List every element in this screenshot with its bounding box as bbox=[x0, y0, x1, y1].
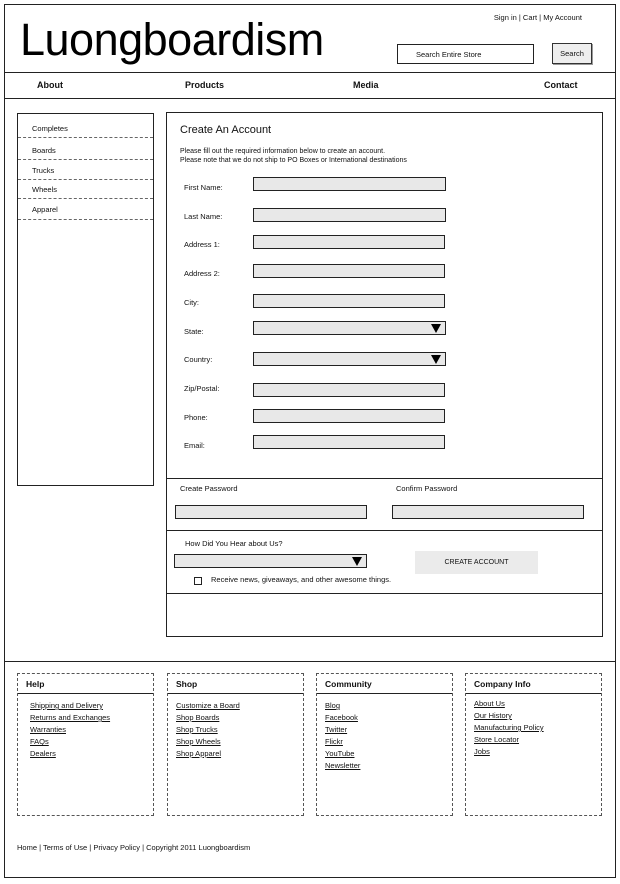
nav-products[interactable]: Products bbox=[185, 80, 225, 90]
newsletter-label: Receive news, giveaways, and other awesome things. bbox=[211, 575, 392, 584]
country-label: Country: bbox=[184, 355, 213, 364]
footer-link[interactable]: Shop Trucks bbox=[176, 725, 218, 734]
footer-link[interactable]: Shipping and Delivery bbox=[30, 701, 103, 710]
create-password-label: Create Password bbox=[180, 484, 238, 493]
footer-link[interactable]: About Us bbox=[474, 699, 505, 708]
footer-link[interactable]: Dealers bbox=[30, 749, 56, 758]
site-logo[interactable]: Luongboardism bbox=[20, 14, 324, 65]
sidebar-item-boards[interactable]: Boards bbox=[18, 142, 153, 160]
footer-link[interactable]: Facebook bbox=[325, 713, 358, 722]
footer-link[interactable]: Our History bbox=[474, 711, 512, 720]
last-name-label: Last Name: bbox=[184, 212, 223, 221]
phone-field[interactable] bbox=[253, 409, 445, 423]
terms-link[interactable]: Terms of Use bbox=[43, 843, 88, 852]
footer-bottom-bar: Home | Terms of Use | Privacy Policy | Copyright 2011 Luongboardism bbox=[17, 843, 251, 852]
state-select[interactable] bbox=[253, 321, 446, 335]
footer-link[interactable]: Returns and Exchanges bbox=[30, 713, 111, 722]
cart-link[interactable]: Cart bbox=[522, 13, 538, 22]
address2-label: Address 2: bbox=[184, 269, 220, 278]
my-account-link[interactable]: My Account bbox=[543, 13, 582, 22]
privacy-link[interactable]: Privacy Policy bbox=[93, 843, 140, 852]
first-name-field[interactable] bbox=[253, 177, 446, 191]
footer-heading: Community bbox=[317, 674, 452, 694]
footer-link[interactable]: Flickr bbox=[325, 737, 343, 746]
address1-label: Address 1: bbox=[184, 240, 220, 249]
newsletter-checkbox[interactable] bbox=[194, 577, 202, 585]
zip-label: Zip/Postal: bbox=[184, 384, 220, 393]
footer-heading: Help bbox=[18, 674, 153, 694]
sidebar-item-apparel[interactable]: Apparel bbox=[18, 199, 153, 220]
footer-link[interactable]: Customize a Board bbox=[176, 701, 240, 710]
confirm-password-field[interactable] bbox=[392, 505, 584, 519]
email-field[interactable] bbox=[253, 435, 445, 449]
form-note-required: Please fill out the required information below to create an account. bbox=[180, 148, 386, 155]
footer-help bbox=[17, 673, 154, 816]
footer-company-info bbox=[465, 673, 602, 816]
footer-link[interactable]: Jobs bbox=[474, 747, 490, 756]
chevron-down-icon bbox=[352, 557, 362, 566]
email-label: Email: bbox=[184, 441, 205, 450]
form-title: Create An Account bbox=[180, 124, 272, 136]
footer-link[interactable]: Shop Apparel bbox=[176, 749, 222, 758]
phone-label: Phone: bbox=[184, 413, 208, 422]
form-note-shipping: Please note that we do not ship to PO Boxes or International destinations bbox=[180, 157, 407, 164]
chevron-down-icon bbox=[431, 324, 441, 333]
city-field[interactable] bbox=[253, 294, 445, 308]
footer-community bbox=[316, 673, 453, 816]
last-name-field[interactable] bbox=[253, 208, 446, 222]
footer-divider bbox=[4, 661, 616, 662]
home-link[interactable]: Home bbox=[17, 843, 38, 852]
form-divider bbox=[167, 530, 602, 531]
nav-contact[interactable]: Contact bbox=[544, 80, 578, 90]
account-links: Sign in | Cart | My Account bbox=[493, 13, 582, 22]
footer-link[interactable]: Shop Wheels bbox=[176, 737, 221, 746]
footer-link[interactable]: FAQs bbox=[30, 737, 49, 746]
search-input[interactable] bbox=[397, 44, 534, 64]
sidebar-item-completes[interactable]: Completes bbox=[18, 119, 153, 138]
sidebar bbox=[17, 113, 154, 486]
address2-field[interactable] bbox=[253, 264, 445, 278]
confirm-password-label: Confirm Password bbox=[396, 484, 458, 493]
nav-media[interactable]: Media bbox=[353, 80, 379, 90]
sidebar-item-wheels[interactable]: Wheels bbox=[18, 180, 153, 199]
search-placeholder: Search Entire Store bbox=[416, 49, 482, 59]
footer-link[interactable]: Twitter bbox=[325, 725, 348, 734]
first-name-label: First Name: bbox=[184, 183, 223, 192]
footer-link[interactable]: Newsletter bbox=[325, 761, 361, 770]
form-divider bbox=[167, 478, 602, 479]
footer-shop bbox=[167, 673, 304, 816]
main-nav bbox=[4, 72, 616, 99]
footer-heading: Company Info bbox=[466, 674, 601, 694]
state-label: State: bbox=[184, 327, 204, 336]
create-account-button[interactable]: CREATE ACCOUNT bbox=[415, 551, 538, 574]
footer-link[interactable]: Blog bbox=[325, 701, 341, 710]
city-label: City: bbox=[184, 298, 199, 307]
sidebar-item-trucks[interactable]: Trucks bbox=[18, 161, 153, 180]
search-button[interactable]: Search bbox=[552, 43, 592, 64]
footer-link[interactable]: Manufacturing Policy bbox=[474, 723, 544, 732]
address1-field[interactable] bbox=[253, 235, 445, 249]
footer-link[interactable]: Store Locator bbox=[474, 735, 520, 744]
nav-about[interactable]: About bbox=[37, 80, 63, 90]
footer-link[interactable]: Warranties bbox=[30, 725, 66, 734]
zip-field[interactable] bbox=[253, 383, 445, 397]
chevron-down-icon bbox=[431, 355, 441, 364]
sign-in-link[interactable]: Sign in bbox=[493, 13, 517, 22]
footer-link[interactable]: YouTube bbox=[325, 749, 355, 758]
country-select[interactable] bbox=[253, 352, 446, 366]
create-password-field[interactable] bbox=[175, 505, 367, 519]
hear-about-label: How Did You Hear about Us? bbox=[185, 539, 283, 548]
footer-heading: Shop bbox=[168, 674, 303, 694]
form-divider bbox=[167, 593, 602, 594]
footer-link[interactable]: Shop Boards bbox=[176, 713, 220, 722]
hear-about-select[interactable] bbox=[174, 554, 367, 568]
copyright-text: Copyright 2011 Luongboardism bbox=[146, 843, 251, 852]
